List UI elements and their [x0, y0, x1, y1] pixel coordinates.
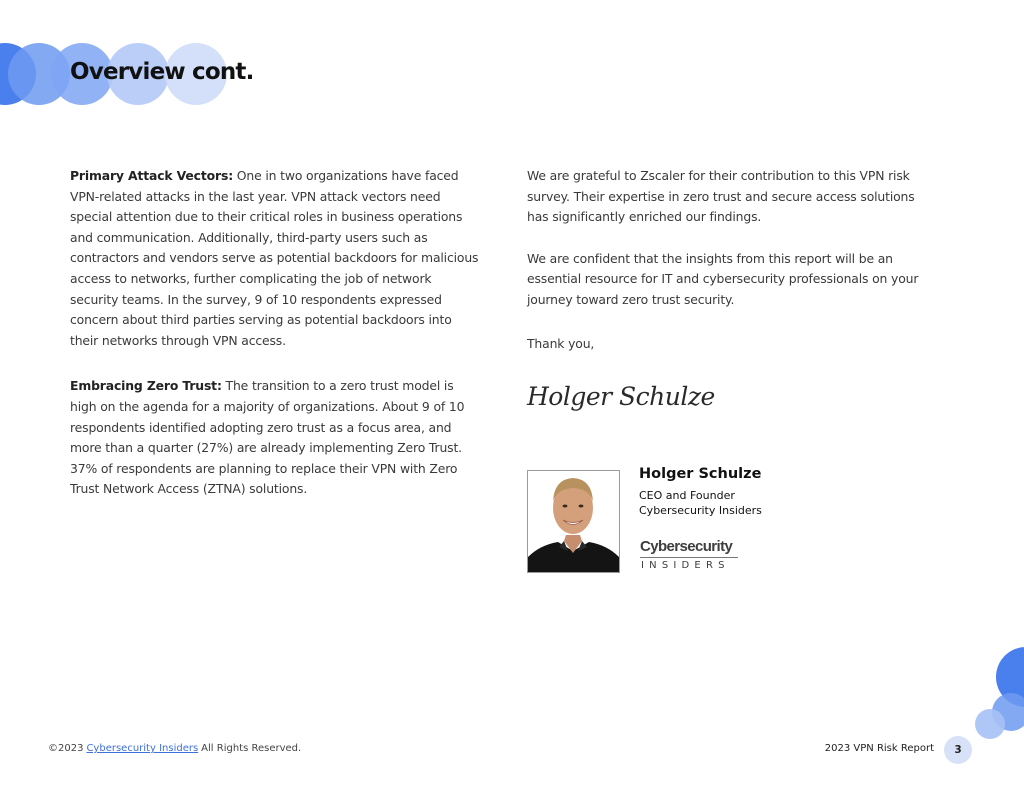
zero-trust-heading: Embracing Zero Trust: [70, 378, 222, 394]
page-title: Overview cont. [70, 59, 254, 85]
logo-divider [640, 557, 738, 558]
copyright-year: ©2023 [48, 743, 84, 754]
thank-you-text: Thank you, [527, 335, 595, 351]
author-company: Cybersecurity Insiders [639, 503, 762, 517]
signature: Holger Schulze [527, 382, 715, 411]
left-column [70, 166, 482, 500]
decor-circle [975, 709, 1005, 739]
attack-vectors-paragraph [70, 166, 482, 351]
author-title: CEO and Founder [639, 489, 735, 502]
gratitude-paragraph: We are grateful to Zscaler for their contribution to this VPN risk survey. Their expertise in zero trust and secure access solutions has significantly enriched our findings. [527, 168, 915, 225]
attack-vectors-body: One in two organizations have faced VPN-related attacks in the last year. VPN attack vectors need special attention due to their critical roles in business operations and communication. Additionally, third-party users such as contractors and vendors serve as potential backdoors for malicious access to networks, further complicating the job of network security teams. In the survey, 9 of 10 respondents expressed concern about third parties serving as potential backdoors into their networks through VPN access. [70, 168, 479, 348]
author-photo [527, 470, 620, 573]
confidence-paragraph: We are confident that the insights from this report will be an essential resource for IT and cybersecurity professionals on your journey toward zero trust security. [527, 250, 919, 307]
attack-vectors-heading: Primary Attack Vectors: [70, 168, 233, 183]
rights-text: All Rights Reserved. [201, 743, 302, 754]
author-role [639, 489, 762, 518]
report-name: 2023 VPN Risk Report [824, 743, 934, 754]
company-link[interactable]: Cybersecurity Insiders [86, 743, 199, 754]
zero-trust-body: The transition to a zero trust model is high on the agenda for a majority of organizations. About 9 of 10 respondents identified adopting zero trust as a focus area, and more than a quarter (27%) are already implementing Zero Trust. 37% of respondents are planning to replace their VPN with Zero Trust Network Access (ZTNA) solutions. [70, 378, 465, 497]
right-column [527, 166, 937, 354]
zero-trust-paragraph [70, 376, 482, 500]
author-name: Holger Schulze [639, 466, 762, 482]
footer-copyright [48, 743, 301, 754]
author-portrait-image [528, 471, 619, 572]
company-logo-wordmark: Cybersecurity [640, 538, 733, 555]
company-logo-subtitle: INSIDERS [641, 560, 730, 571]
page-number: 3 [944, 736, 972, 764]
